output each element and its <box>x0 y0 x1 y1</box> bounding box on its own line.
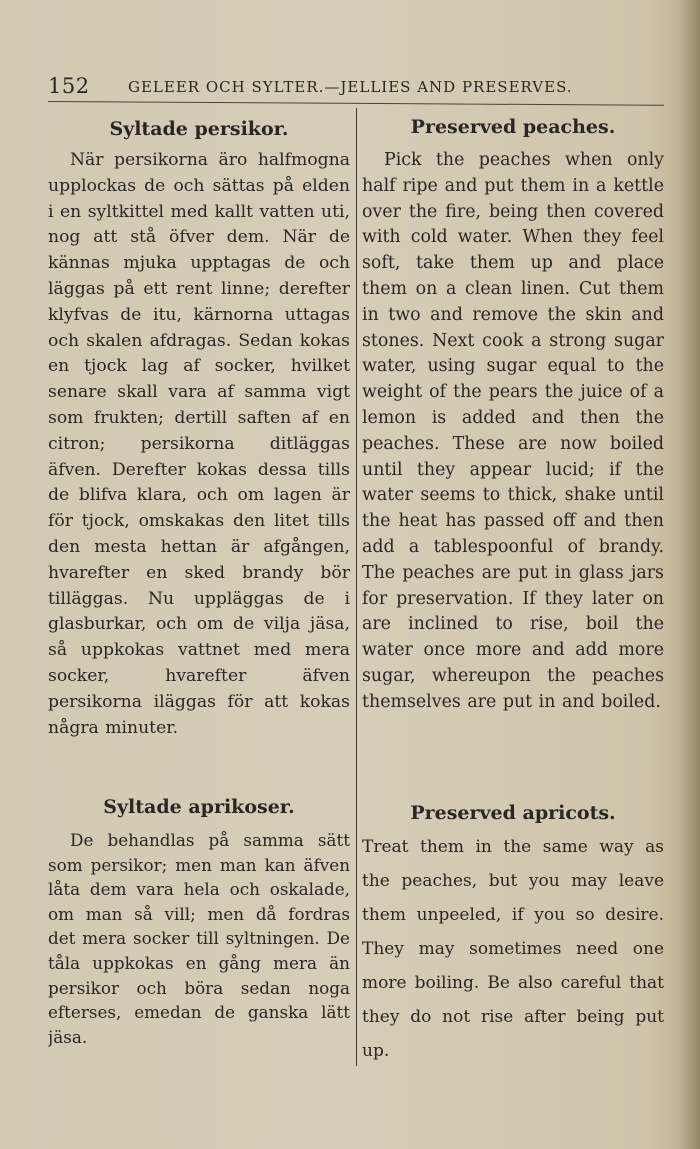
section-text-syltade-persikor: När persikorna äro halfmogna upplockas de och sättas på elden i en syltkittel med kallt vatten uti, nog att stå öfver dem. När de kännas mjuka upptagas de och läggas på ett rent linne; derefter klyfvas de itu, kärnorna uttagas och skalen afdragas. Sedan kokas en tjock lag af socker, hvilket senare skall vara af samma vigt som frukten; dertill saften af en citron; persikorna ditläggas äfven. Derefter kokas dessa tills de blifva klara, och om lagen är för tjock, omskakas den litet tills den mesta hettan är afgången, hvarefter en sked brandy bör tilläggas. Nu uppläggas de i glasburkar, och om de vilja jäsa, så uppkokas vattnet med mera socker, hvarefter äfven persikorna iläggas för att kokas några minuter. <box>48 150 350 738</box>
page-number: 152 <box>48 74 90 98</box>
section-title-preserved-apricots: Preserved apricots. <box>410 802 616 824</box>
section-title-syltade-persikor: Syltade persikor. <box>109 118 289 140</box>
right-column-section-1 <box>362 114 664 774</box>
section-title-syltade-aprikoser: Syltade aprikoser. <box>103 796 295 818</box>
running-title: GELEER OCH SYLTER.—JELLIES AND PRESERVES. <box>128 78 573 96</box>
section-title-preserved-peaches: Preserved peaches. <box>410 116 616 138</box>
section-text-preserved-peaches: Pick the peaches when only half ripe and put them in a kettle over the fire, being then covered with cold water. When they feel soft, take them up and place them on a clean linen. Cut them in two and remove the skin and stones. Next cook a strong sugar water, using sugar equal to the weight of the pears the juice of a lemon is added and then the peaches. These are now boiled until they appear lucid; if the water seems to thick, shake until the heat has passed off and then add a tablespoonful of brandy. The peaches are put in glass jars for preservation. If they later on are inclined to rise, boil the water once more and add more sugar, whereupon the peaches themselves are put in and boiled. <box>362 150 664 712</box>
right-column-section-2 <box>362 800 664 1070</box>
page-edge-shadow <box>678 0 700 1149</box>
section-text-preserved-apricots: Treat them in the same way as the peaches, but you may leave them unpeeled, if you so desire. They may sometimes need one more boiling. Be also careful that they do not rise after being put up. <box>362 837 664 1061</box>
left-column-section-2 <box>48 794 350 1064</box>
header-rule <box>48 101 664 106</box>
left-column-section-1 <box>48 116 350 766</box>
section-text-syltade-aprikoser: De behandlas på samma sätt som persikor; men man kan äfven låta dem vara hela och oskalade, om man så vill; men då fordras det mera socker till syltningen. De tåla uppkokas en gång mera än persikor och böra sedan noga efterses, emedan de ganska lätt jäsa. <box>48 830 350 1047</box>
page-header <box>48 70 668 100</box>
column-divider <box>356 108 357 1066</box>
